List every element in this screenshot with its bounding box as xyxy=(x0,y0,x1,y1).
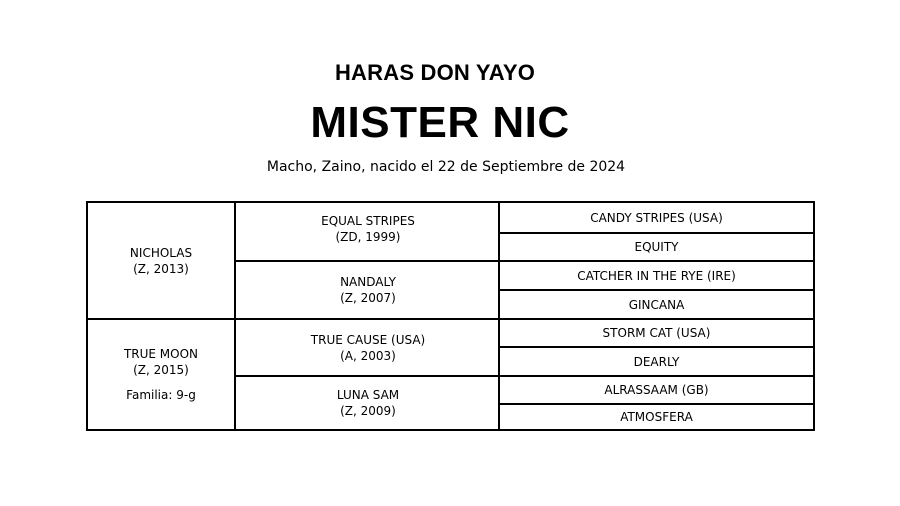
dam-sire-info: (A, 2003) xyxy=(340,348,396,363)
stud-farm-name: HARAS DON YAYO xyxy=(334,60,536,85)
great-grandparent-name: DEARLY xyxy=(633,354,680,369)
dam-dam-cell xyxy=(236,375,500,429)
sire-info: (Z, 2013) xyxy=(133,261,189,276)
sire-sire-cell xyxy=(236,203,500,260)
great-grandparent-name: EQUITY xyxy=(634,240,679,254)
dam-dam-info: (Z, 2009) xyxy=(340,404,396,418)
sire-name: NICHOLAS xyxy=(129,245,193,260)
great-grandparent-cell xyxy=(500,260,813,289)
pedigree-table xyxy=(86,201,815,431)
dam-dam-name: LUNA SAM xyxy=(336,388,400,402)
sire-dam-info: (Z, 2007) xyxy=(340,291,396,305)
horse-name: MISTER NIC xyxy=(310,98,570,147)
dam-info: (Z, 2015) xyxy=(133,363,189,377)
great-grandparent-cell xyxy=(500,289,813,318)
dam-family: Familia: 9-g xyxy=(126,388,196,402)
great-grandparent-cell xyxy=(500,203,813,232)
sire-cell xyxy=(88,203,234,318)
sire-dam-name: NANDALY xyxy=(340,275,396,289)
sire-dam-cell xyxy=(236,260,500,318)
great-grandparent-name: GINCANA xyxy=(628,297,685,312)
great-grandparent-name: CATCHER IN THE RYE (IRE) xyxy=(577,268,736,283)
dam-sire-cell xyxy=(236,318,500,375)
great-grandparent-name: STORM CAT (USA) xyxy=(602,326,711,340)
great-grandparent-name: ATMOSFERA xyxy=(620,410,693,424)
dam-sire-name: TRUE CAUSE (USA) xyxy=(310,332,426,347)
sire-sire-name: EQUAL STRIPES xyxy=(321,213,415,228)
dam-name: TRUE MOON xyxy=(123,347,199,361)
great-grandparent-cell xyxy=(500,346,813,375)
great-grandparent-name: CANDY STRIPES (USA) xyxy=(590,210,723,225)
great-grandparent-name: ALRASSAAM (GB) xyxy=(604,383,709,397)
great-grandparent-cell xyxy=(500,375,813,403)
grandparents-column xyxy=(234,203,500,429)
great-grandparent-cell xyxy=(500,232,813,260)
great-grandparent-cell xyxy=(500,403,813,429)
parents-column xyxy=(88,203,234,429)
great-grandparent-cell xyxy=(500,318,813,346)
sire-sire-info: (ZD, 1999) xyxy=(335,229,401,244)
great-grandparents-column xyxy=(498,203,813,429)
horse-description: Macho, Zaino, nacido el 22 de Septiembre de 2024 xyxy=(266,159,626,175)
dam-cell xyxy=(88,318,234,429)
